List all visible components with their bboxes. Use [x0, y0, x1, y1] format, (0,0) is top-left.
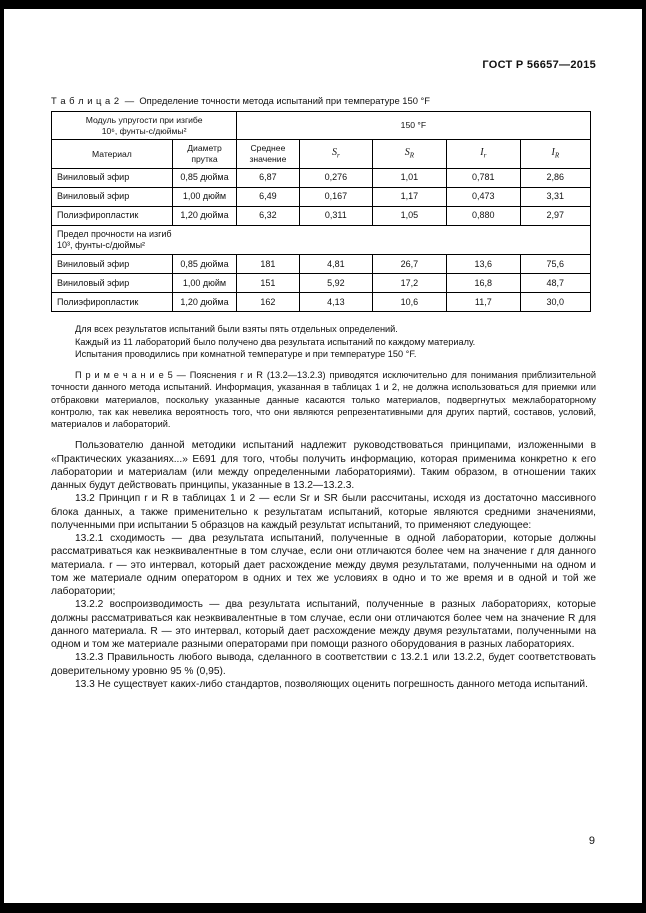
header-diameter: Диаметр прутка — [172, 140, 236, 168]
header-sr: $S_r$ — [299, 140, 372, 168]
document-page — [4, 9, 642, 903]
table-header-row-1 — [52, 112, 591, 140]
paragraph-13-2: 13.2 Принцип r и R в таблицах 1 и 2 — если Sr и SR были рассчитаны, исходя из достаточно массивного блока данных, а также применительно к результатам испытаний, которые являются средними значениями, полученными при испытании 5 образцов на каждый результат испытаний, то применяют следующее: — [51, 493, 596, 531]
paragraph-13-3: 13.3 Не существует каких-либо стандартов, позволяющих оценить погрешность данного метода испытаний. — [75, 678, 588, 690]
footnote-line: Для всех результатов испытаний были взяты пять отдельных определений. — [75, 324, 398, 335]
precision-table — [51, 111, 591, 312]
header-material: Материал — [52, 140, 173, 168]
paragraph-13-2-1: 13.2.1 сходимость — два результата испытаний, полученные в одной лаборатории, которые должны рассматриваться как неэквивалентные в том случае, если они отличаются более чем на значение r для данного материала. r — это интервал, который дает расхождение между двумя результатами, полученными на одном и том же материале одним оператором в одних и тех же условиях в одно и то же время и в одной и той же лаборатории; — [51, 533, 596, 598]
footnote-line: Испытания проводились при комнатной температуре и при температуре 150 °F. — [75, 348, 417, 359]
page-number: 9 — [588, 835, 595, 847]
header-ir: $I_r$ — [446, 140, 520, 168]
table-caption-label: Т а б л и ц а 2 — [51, 95, 120, 106]
header-iR: $I_R$ — [521, 140, 591, 168]
table-caption — [51, 95, 596, 106]
paragraph: Пользователю данной методики испытаний надлежит руководствоваться принципами, изложенными в «Практических указаниях...» Е691 для того, чтобы получить информацию, которая применима конкретно к его лаборатории и материалам (или между определенными лабораториями). Таким образом, в отношении таких данных будут действовать принципы, указанные в 13.2—13.2.3. — [51, 440, 596, 492]
header-mean: Среднее значение — [237, 140, 299, 168]
table-caption-text: Определение точности метода испытаний при температуре 150 °F — [139, 95, 431, 106]
header-modulus-group — [52, 112, 237, 140]
table-row: Виниловый эфир 0,85 дюйма 6,87 0,276 1,01 0,781 2,86 — [52, 168, 591, 187]
footnote-line: Каждый из 11 лабораторий было получено два результата испытаний по каждому материалу. — [75, 336, 476, 347]
table-header-row-2 — [52, 140, 591, 168]
body-text — [51, 439, 596, 691]
table-section-header-row — [52, 225, 591, 255]
table-row: Виниловый эфир 0,85 дюйма 181 4,81 26,7 13,6 75,6 — [52, 255, 591, 274]
table-row: Полиэфиропластик 1,20 дюйма 6,32 0,311 1,05 0,880 2,97 — [52, 206, 591, 225]
header-modulus-line2: 10⁶, фунты-с/дюймы² — [101, 125, 187, 136]
paragraph-13-2-3: 13.2.3 Правильность любого вывода, сделанного в соответствии с 13.2.1 или 13.2.2, будет соответствовать доверительному уровню 95 % (0,95). — [51, 652, 596, 677]
doc-code: ГОСТ Р 56657—2015 — [482, 59, 596, 71]
table-caption-dash: — — [124, 95, 135, 106]
table-row: Полиэфиропластик 1,20 дюйма 162 4,13 10,6 11,7 30,0 — [52, 293, 591, 312]
header-modulus-line1: Модуль упругости при изгибе — [85, 115, 203, 125]
section-strength-title: Предел прочности на изгиб 10³, фунты-с/дюймы² — [52, 225, 591, 255]
table-row: Виниловый эфир 1,00 дюйм 151 5,92 17,2 16,8 48,7 — [52, 274, 591, 293]
table-footnotes — [51, 323, 596, 430]
note-5: П р и м е ч а н и е 5 — Пояснения r и R (13.2—13.2.3) приводятся исключительно для понимания приблизительной точности данного метода испытаний. Информация, указанная в таблицах 1 и 2, не должна использоваться для приемки или отбраковки материалов, поскольку указанные данные касаются только материалов, подвергнутых межлабораторному контролю, так как невелика вероятность того, что они являются репрезентативными для других партий, составов, условий, материалов и лабораторий. — [51, 370, 596, 430]
table-row: Виниловый эфир 1,00 дюйм 6,49 0,167 1,17 0,473 3,31 — [52, 187, 591, 206]
header-sR: $S_R$ — [373, 140, 446, 168]
paragraph-13-2-2: 13.2.2 воспроизводимость — два результата испытаний, полученные в разных лабораториях, которые должны рассматриваться как неэквивалентные в том случае, если они отличаются более чем на значение R для данного материала. R — это интервал, который дает расхождение между двумя результатами, полученными на одном и том же материале разными операторами при помощи разного оборудования в разных лабораториях. — [51, 599, 596, 651]
header-temp: 150 °F — [237, 112, 590, 140]
